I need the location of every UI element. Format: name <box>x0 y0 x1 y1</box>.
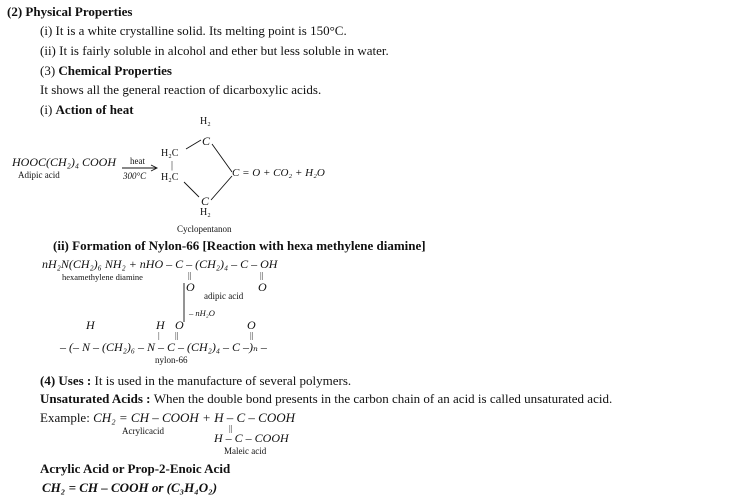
polymer-double-bond-1: || <box>175 330 179 340</box>
polymer-double-bond-2: || <box>250 330 254 340</box>
hexamethylene-diamine-label: hexamethylene diamine <box>62 272 143 282</box>
chemical-heading-number: (3) <box>40 63 59 78</box>
ring-top-carbon: C <box>202 134 211 148</box>
ring-top-h2: H₂ <box>200 116 211 127</box>
ring-bond-upper-left <box>186 140 201 149</box>
carbonyl-double-bond-1: || <box>188 270 192 280</box>
carbonyl-double-bond-2: || <box>260 270 264 280</box>
ring-bond-lower-right <box>211 176 232 200</box>
polymer-bond-bar-1: | <box>158 330 160 340</box>
unsaturated-acids-text: When the double bond presents in the carbon chain of an acid is called unsaturated acid. <box>153 391 613 406</box>
uses-label: (4) Uses : <box>40 373 95 388</box>
acrylic-acid-heading: Acrylic Acid or Prop-2-Enoic Acid <box>40 461 231 476</box>
maleic-acid-label: Maleic acid <box>224 446 267 456</box>
nylon-heading: (ii) Formation of Nylon-66 [Reaction with hexa methylene diamine] <box>53 238 426 253</box>
physical-line-1: (i) It is a white crystalline solid. Its melting point is 150°C. <box>40 23 347 38</box>
polymer-amide-h-1: H <box>86 318 95 332</box>
ring-bottom-carbon: C <box>201 194 210 208</box>
ring-bond-lower-left <box>184 182 199 197</box>
carbonyl-oxygen-2: O <box>258 280 267 294</box>
adipic-acid-reagent-label: adipic acid <box>204 291 244 301</box>
adipic-acid-formula: HOOC(CH₂)₄ COOH <box>12 155 117 169</box>
cyclopentanone-product-tail: C = O + CO₂ + H₂O <box>232 167 325 179</box>
acrylic-acid-formula: CH₂ = CH – COOH or (C₃H₄O₂) <box>42 480 218 495</box>
arrow-temperature-label: 300°C <box>123 171 147 181</box>
nylon-reaction-equation: nH₂N(CH₂)₆ NH₂ + nHO – C – (CH₂)₄ – C – OH <box>42 257 278 271</box>
ring-lower-h2c: H₂C <box>161 172 179 183</box>
maleic-double-bond: || <box>229 423 233 433</box>
polymer-oxygen-2: O <box>247 318 256 332</box>
unsaturated-acids-label: Unsaturated Acids : <box>40 391 154 406</box>
action-of-heat-number: (i) <box>40 102 56 117</box>
ring-bond-bar: | <box>171 160 174 171</box>
polymer-amide-h-2: H <box>156 318 165 332</box>
carbonyl-oxygen-1: O <box>186 280 195 294</box>
adipic-acid-label: Adipic acid <box>18 170 60 180</box>
maleic-acid-lower-line: H – C – COOH <box>214 431 289 445</box>
example-label: Example: <box>40 410 94 425</box>
uses-text: It is used in the manufacture of several polymers. <box>94 373 352 388</box>
physical-line-2: (ii) It is fairly soluble in alcohol and ether but less soluble in water. <box>40 43 389 58</box>
nylon-66-label: nylon-66 <box>155 355 188 365</box>
arrow-heat-label: heat <box>130 156 145 166</box>
action-of-heat-text: Action of heat <box>55 102 134 117</box>
ring-bottom-h2: H₂ <box>200 207 211 218</box>
chemical-intro: It shows all the general reaction of dicarboxylic acids. <box>40 82 322 97</box>
example-equation: CH₂ = CH – COOH + H – C – COOH <box>93 410 295 425</box>
ring-bond-upper-right <box>212 144 232 172</box>
polymer-oxygen-1: O <box>175 318 184 332</box>
chemical-heading-text: Chemical Properties <box>58 63 172 78</box>
physical-heading: (2) Physical Properties <box>7 4 133 19</box>
cyclopentanone-label: Cyclopentanon <box>177 224 232 234</box>
minus-water-label: – nH₂O <box>189 308 215 318</box>
acrylic-acid-label: Acrylicacid <box>122 426 164 436</box>
ring-upper-h2c: H₂C <box>161 148 179 159</box>
nylon-polymer-formula: – (– N – (CH₂)₆ – N – C – (CH₂)₄ – C –)ₙ – <box>60 340 267 354</box>
